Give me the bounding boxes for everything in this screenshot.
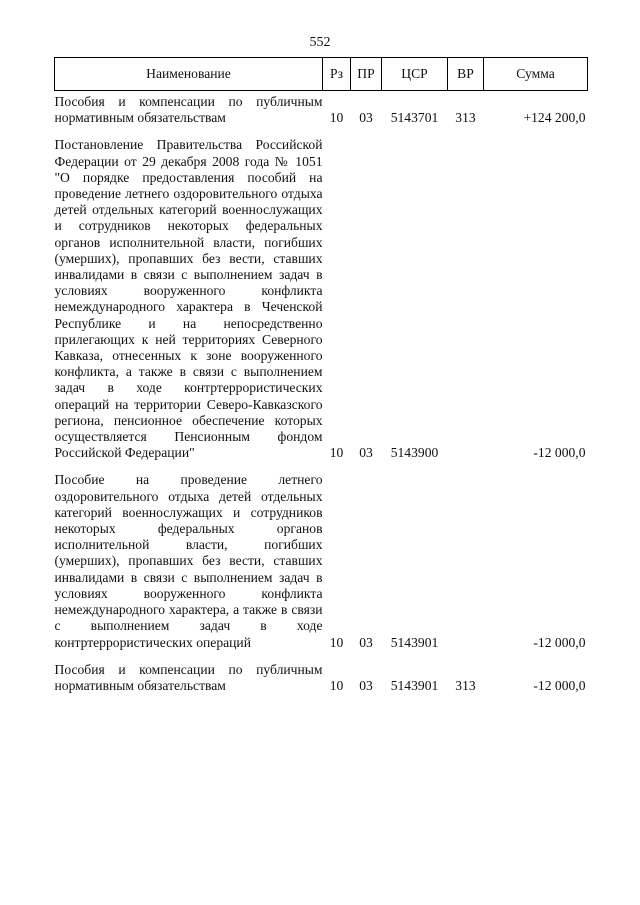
table-row [55, 137, 588, 472]
row-name: Пособия и компенсации по публичным нормативным обязательствам [54, 661, 323, 693]
row-csr: 5143901 [390, 634, 439, 650]
row-csr: 5143900 [390, 445, 439, 461]
table-row [55, 472, 588, 661]
header-rz: Рз [323, 58, 351, 91]
budget-table [54, 57, 588, 705]
row-rz: 10 [329, 445, 344, 461]
row-name: Пособие на проведение летнего оздоровительного отдыха детей отдельных категорий военнослужащих и сотрудников некоторых федеральных органов исполнительной власти, погибших (умерших), пропавших без вести, ставших инвалидами в связи с выполнением задач в условиях вооруженного конфликта немеждународного характера, а также в связи с выполнением задач в ходе контртеррористических операций [54, 472, 323, 650]
header-name: Наименование [55, 58, 323, 91]
row-rz: 10 [329, 634, 344, 650]
table-row [55, 662, 588, 705]
row-vr: 313 [455, 677, 476, 693]
table-header-row [55, 58, 588, 91]
page-number: 552 [309, 35, 331, 50]
row-sum: +124 200,0 [523, 110, 586, 126]
row-pr: 03 [359, 445, 373, 461]
row-sum: -12 000,0 [533, 634, 586, 650]
header-sum: Сумма [484, 58, 588, 91]
header-vr: ВР [448, 58, 484, 91]
row-vr [448, 472, 484, 661]
row-pr: 03 [359, 634, 373, 650]
row-vr: 313 [455, 110, 476, 126]
row-vr [448, 137, 484, 472]
table-row [55, 91, 588, 138]
row-name: Постановление Правительства Российской Федерации от 29 декабря 2008 года № 1051 "О порядке предоставления пособий на проведение летнего оздоровительного отдыха детей отдельных категорий военнослужащих и сотрудников некоторых федеральных органов исполнительной власти, погибших (умерших), пропавших без вести, ставших инвалидами в связи с выполнением задач в условиях вооруженного конфликта немеждународного характера в Чеченской Республике и на непосредственно прилегающих к ней территориях Северного Кавказа, отнесенных к зоне вооруженного конфликта, а также в связи с выполнением задач в ходе контртеррористических операций на территории Северо-Кавказского региона, пенсионное обеспечение которых осуществляется Пенсионным фондом Российской Федерации" [54, 137, 323, 461]
row-sum: -12 000,0 [533, 445, 586, 461]
row-csr: 5143701 [390, 110, 439, 126]
row-pr: 03 [359, 110, 373, 126]
row-pr: 03 [359, 677, 373, 693]
header-pr: ПР [351, 58, 382, 91]
row-sum: -12 000,0 [533, 677, 586, 693]
row-name: Пособия и компенсации по публичным нормативным обязательствам [54, 94, 323, 126]
row-csr: 5143901 [390, 677, 439, 693]
header-csr: ЦСР [382, 58, 448, 91]
row-rz: 10 [329, 110, 344, 126]
row-rz: 10 [329, 677, 344, 693]
